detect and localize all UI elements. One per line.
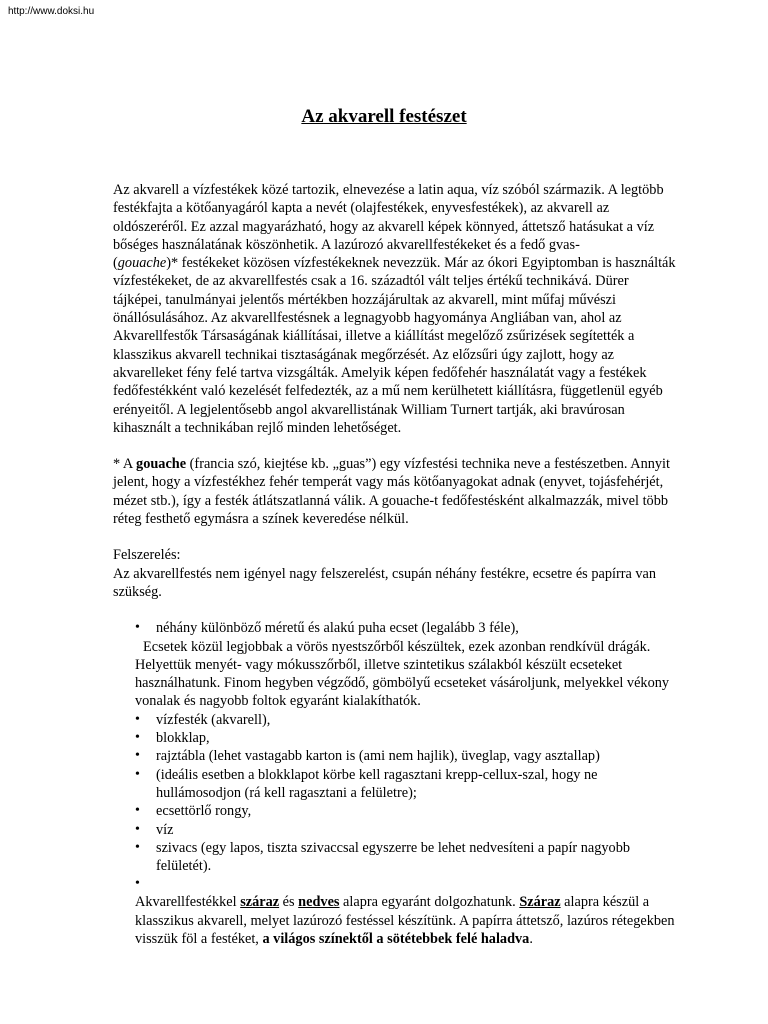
source-url[interactable]: http://www.doksi.hu — [8, 6, 95, 17]
gouache-term: gouache — [117, 255, 167, 272]
list-item: • blokklap, — [135, 729, 679, 747]
intro-text: Az akvarell a vízfestékek közé tartozik, elnevezése a latin aqua, víz szóból származik. A legtöbb festékfajta a kötőanyagáról kapta a nevét (olajfestékek, enyvesfestékek), az akvarell az oldószeréről. Ez azzal magyarázható, hogy az akvarell képek könnyed, áttetsző hatásukat a víz bőséges használatának köszönhetik. A lazúrozó akvarellfestékeket és a fedő gvas- — [113, 182, 664, 253]
footnote-paragraph: * A gouache (francia szó, kiejtése kb. „guas”) egy vízfestési technika neve a festészetben. Annyit jelent, hogy a vízfestékhez fehér temperát vagy más kötőanyagokat adnak (enyvet, tojásfehérjét, mézet stb.), így a festék átlátszatlanná válik. A gouache-t fedőfestésként alkalmazzák, mivel több réteg festhető egymásra a színek keveredése nélkül. — [113, 456, 671, 528]
list-item: • rajztábla (lehet vastagabb karton is (ami nem hajlik), üveglap, vagy asztallap) — [135, 747, 679, 765]
intro-paragraph: Az akvarell a vízfestékek közé tartozik, elnevezése a latin aqua, víz szóból származik. A legtöbb festékfajta a kötőanyagáról kapta a nevét (olajfestékek, enyvesfestékek), az akvarell az oldószeréről. Ez azzal magyarázható, hogy az akvarell képek könnyed, áttetsző hatásukat a víz bőséges használatának köszönhetik. A lazúrozó akvarellfestékeket és a fedő gvas- (gouache)* festékeket közösen vízfestékeknek nevezzük. Már az ókori Egyiptomban is használták vízfestékeket, de az akvarellfestés csak a 16. századtól vált teljes értékű technikává. Dürer tájképei, tanulmányai jelentős mértékben hozzájárultak az akvarell, mint műfaj művészi önállósulásához. Az akvarellfestésnek a legnagyobb hagyománya Angliában van, ahol az Akvarellfestők Társaságának kiállításai, illetve a kiállítást megelőző zsűrizések segítették a klasszikus akvarell technikai tisztaságának megőrzését. Az előzsűri úgy zajlott, hogy az akvarelleket fény felé tartva vizsgálták. Amelyik képen fedőfehér használatát vagy a festékek fedőfestékként való kezelését felfedezték, az a mű nem kerülhetett kiállításra, függetlenül egyéb erényeitől. A legjelentősebb angol akvarellistának William Turnert tartják, aki bravúrosan kihasznált a technikában rejlő minden lehetőséget. — [113, 182, 676, 436]
footnote-term: gouache — [136, 456, 187, 473]
list-item: • szivacs (egy lapos, tiszta szivaccsal egyszerre be lehet nedvesíteni a papír nagyobb felületét). — [135, 839, 679, 876]
list-item: • néhány különböző méretű és alakú puha ecset (legalább 3 féle), — [135, 619, 679, 637]
intro-continued: )* festékeket közösen vízfestékeknek nevezzük. Már az ókori Egyiptomban is használták vízfestékeket, de az akvarellfestés csak a 16. századtól vált teljes értékű technikává. Dürer tájképei, tanulmányai jelentős mértékben hozzájárultak az akvarell, mint műfaj művészi önállósulásához. Az akvarellfestésnek a legnagyobb hagyománya Angliában van, ahol az Akvarellfestők Társaságának kiállításai, illetve a kiállítást megelőző zsűrizések segítették a klasszikus akvarell technikai tisztaságának megőrzését. Az előzsűri úgy zajlott, hogy az akvarelleket fény felé tartva vizsgálták. Amelyik képen fedőfehér használatát vagy a festékek fedőfestékként való kezelését felfedezték, az a mű nem kerülhetett kiállításra, függetlenül egyéb erényeitől. A legjelentősebb angol akvarellistának William Turnert tartják, aki bravúrosan kihasznált a technikában rejlő minden lehetőséget. — [113, 255, 676, 436]
wet-term: nedves — [298, 894, 340, 911]
brush-note: Ecsetek közül legjobbak a vörös nyestszőrből készültek, ezek azonban rendkívül drágák. Helyettük menyét- vagy mókusszőrből, illetve szintetikus szálakból készült ecseteket használhatunk. Finom hegyben végződő, gömbölyű ecseteket vásároljunk, melyekkel vékony vonalak és nagyobb foltok egyaránt kialakíthatók. — [135, 638, 670, 710]
list-item: • ecsettörlő rongy, — [135, 802, 679, 820]
document-body — [113, 181, 679, 948]
equipment-intro: Az akvarellfestés nem igényel nagy felszerelést, csupán néhány festékre, ecsetre és papírra van szükség. — [113, 565, 657, 600]
emphasis-phrase: a világos színektől a sötétebbek felé haladva — [262, 930, 530, 947]
closing-paragraph: Akvarellfestékkel száraz és nedves alapra egyaránt dolgozhatunk. Száraz alapra készül a klasszikus akvarell, melyet lazúrozó festéssel készítünk. A papírra áttetsző, lazúros rétegekben visszük föl a festéket, a világos színektől a sötétebbek felé haladva. — [135, 894, 675, 947]
equipment-list-continued — [113, 711, 679, 894]
dry-term-2: Száraz — [519, 894, 561, 911]
list-item: • (ideális esetben a blokklapot körbe kell ragasztani krepp-cellux-szal, hogy ne hullámosodjon (rá kell ragasztani a felületre); — [135, 766, 679, 803]
list-item: • víz — [135, 821, 679, 839]
equipment-heading: Felszerelés: — [113, 547, 181, 564]
list-item-empty — [135, 875, 679, 893]
equipment-list — [113, 619, 679, 637]
dry-term: száraz — [240, 894, 280, 911]
list-item: • vízfesték (akvarell), — [135, 711, 679, 729]
page-title: Az akvarell festészet — [301, 106, 467, 127]
